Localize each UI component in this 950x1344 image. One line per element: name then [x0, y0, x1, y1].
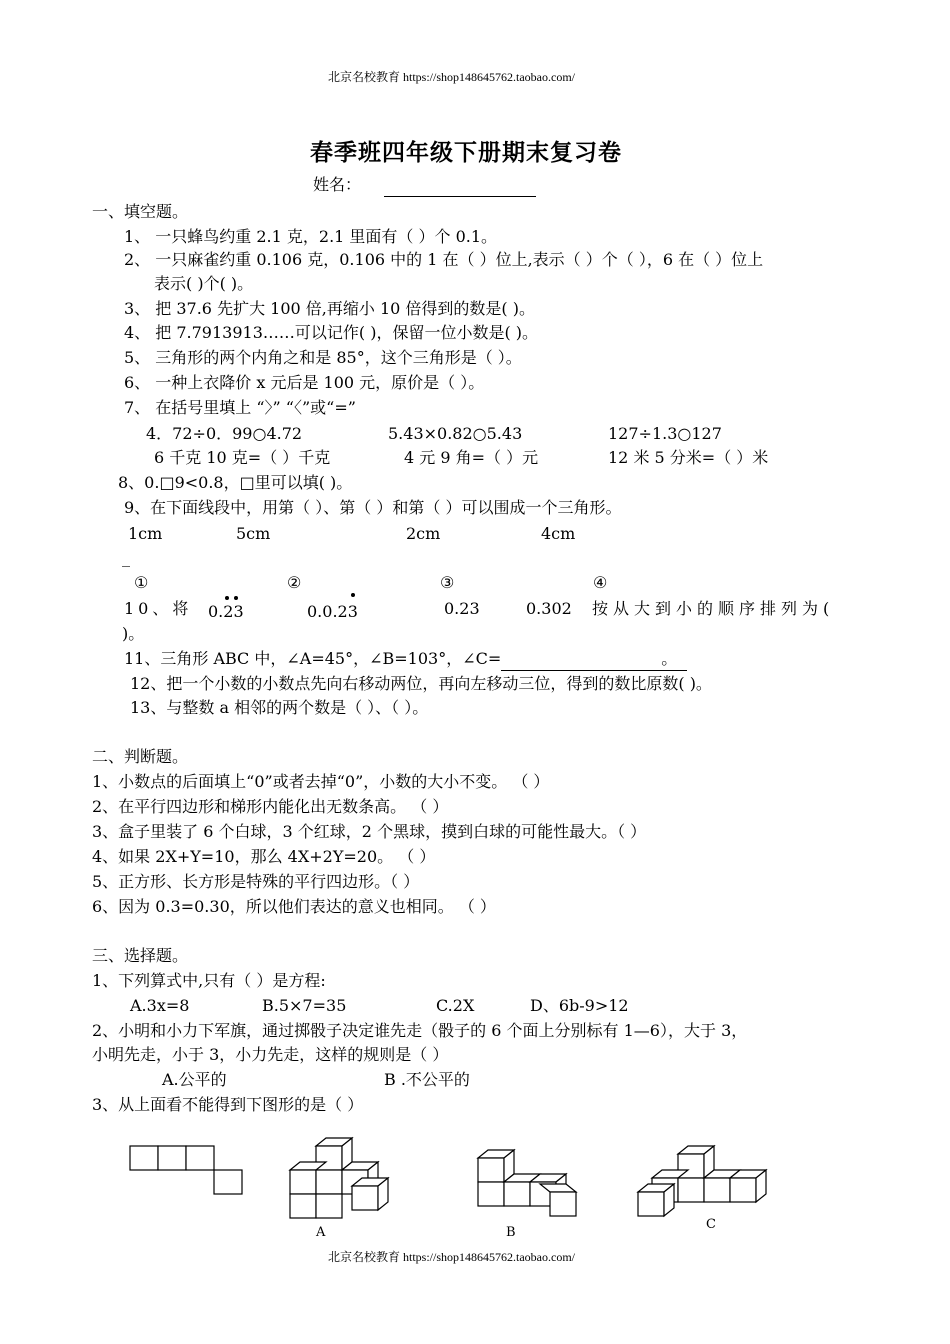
- q10-number-1: 0.23: [208, 602, 244, 621]
- q7-row2-item1: 6 千克 10 克=（ ）千克: [154, 448, 331, 467]
- q7-row2-item3: 12 米 5 分米=（ ）米: [608, 448, 769, 467]
- section2-heading: 二、判断题。: [92, 747, 189, 766]
- segment-length-4: 4cm: [541, 524, 576, 543]
- q10-suffix: 按从大到小的顺序排列为(: [592, 599, 835, 618]
- page-footer: 北京名校教育 https://shop148645762.taobao.com/: [328, 1250, 575, 1264]
- choice-q1-option-a: A.3x=8: [130, 996, 190, 1015]
- segment-label-3: ③: [440, 573, 455, 592]
- fill-q6: 6、 一种上衣降价 x 元后是 100 元，原价是（ ）。: [124, 373, 485, 392]
- segment-label-1: ①: [134, 573, 149, 592]
- segment-length-1: 1cm: [128, 524, 163, 543]
- judge-q2: 2、在平行四边形和梯形内能化出无数条高。 （ ）: [92, 797, 449, 816]
- figure-a: [290, 1138, 388, 1218]
- choice-q1-option-d: D、6b-9>12: [530, 996, 629, 1015]
- q7-row1-item3: 127÷1.3○127: [608, 424, 722, 443]
- q11-text: 11、三角形 ABC 中，∠A=45°，∠B=103°，∠C=: [124, 649, 502, 668]
- judge-q6: 6、因为 0.3=0.30，所以他们表达的意义也相同。 （ ）: [92, 897, 496, 916]
- fill-q11: [124, 648, 687, 671]
- figure-label-a: A: [316, 1225, 326, 1240]
- fill-q10-prefix: 10、将: [124, 599, 193, 618]
- repeating-dot: [234, 596, 238, 600]
- figure-b: [478, 1150, 576, 1216]
- name-label-text: 姓名：: [313, 175, 362, 194]
- fill-q8: 8、0.□9<0.8，□里可以填( )。: [118, 473, 353, 492]
- fill-q2-line1: 2、 一只麻雀约重 0.106 克，0.106 中的 1 在（ ）位上,表示（ ）个（ ），6 在（ ）位上: [124, 250, 764, 269]
- segment-length-2: 5cm: [236, 524, 271, 543]
- fill-q3: 3、 把 37.6 先扩大 100 倍,再缩小 10 倍得到的数是( )。: [124, 299, 535, 318]
- judge-q3: 3、盒子里装了 6 个白球，3 个红球，2 个黑球，摸到白球的可能性最大。（ ）: [92, 822, 647, 841]
- choice-q3: 3、从上面看不能得到下图形的是（ ）: [92, 1095, 364, 1114]
- fill-q12: 12、把一个小数的小数点先向右移动两位，再向左移动三位，得到的数比原数( )。: [130, 674, 712, 693]
- segment-label-2: ②: [287, 573, 302, 592]
- section3-heading: 三、选择题。: [92, 946, 189, 965]
- repeating-dot: [351, 593, 355, 597]
- q10-number-4: 0.302: [526, 599, 572, 618]
- q11-end: 。: [661, 648, 687, 671]
- choice-q2-option-a: A.公平的: [162, 1070, 227, 1089]
- q10-end: )。: [122, 624, 145, 643]
- q7-row1-item2: 5.43×0.82○5.43: [388, 424, 523, 443]
- choice-q2-line2: 小明先走，小于 3，小力先走，这样的规则是（ ）: [92, 1045, 449, 1064]
- choice-q2-line1: 2、小明和小力下军旗，通过掷骰子决定谁先走（骰子的 6 个面上分别标有 1—6），大于 3，: [92, 1021, 748, 1040]
- choice-q1-option-c: C.2X: [436, 996, 475, 1015]
- fill-q7: 7、 在括号里填上 “〉” “〈”或“=”: [124, 398, 356, 417]
- section1-heading: 一、填空题。: [92, 202, 189, 221]
- segment-label-4: ④: [593, 573, 608, 592]
- q11-blank: [501, 648, 661, 671]
- segment-length-3: 2cm: [406, 524, 441, 543]
- q10-number-2: 0.0.23: [307, 602, 358, 621]
- figure-label-b: B: [506, 1225, 516, 1240]
- repeating-dot: [225, 596, 229, 600]
- judge-q4: 4、如果 2X+Y=10，那么 4X+2Y=20。 （ ）: [92, 847, 436, 866]
- fill-q13: 13、与整数 a 相邻的两个数是（ ）、（ ）。: [130, 698, 429, 717]
- judge-q5: 5、正方形、长方形是特殊的平行四边形。（ ）: [92, 872, 420, 891]
- cube-figures: [120, 1130, 780, 1240]
- page-title: 春季班四年级下册期末复习卷: [310, 140, 622, 166]
- fill-q9: 9、在下面线段中，用第（ ）、第（ ）和第（ ）可以围成一个三角形。: [124, 498, 622, 517]
- choice-q1: 1、下列算式中,只有（ ）是方程:: [92, 971, 326, 990]
- fill-q4: 4、 把 7.7913913……可以记作( )，保留一位小数是( )。: [124, 323, 539, 342]
- choice-q2-option-b: B .不公平的: [384, 1070, 470, 1089]
- page-header: 北京名校教育 https://shop148645762.taobao.com/: [328, 70, 575, 84]
- q7-row2-item2: 4 元 9 角=（ ）元: [404, 448, 539, 467]
- q7-row1-item1: 4．72÷0．99○4.72: [146, 424, 303, 443]
- name-blank: [384, 174, 536, 197]
- segment-dash: _: [122, 548, 130, 567]
- fill-q2-line2: 表示( )个( )。: [154, 274, 254, 293]
- top-view-figure: [130, 1146, 242, 1194]
- choice-q1-option-b: B.5×7=35: [262, 996, 347, 1015]
- figure-c: [638, 1146, 766, 1216]
- figure-label-c: C: [706, 1217, 716, 1232]
- judge-q1: 1、小数点的后面填上“0”或者去掉“0”，小数的大小不变。 （ ）: [92, 772, 550, 791]
- fill-q1: 1、 一只蜂鸟约重 2.1 克，2.1 里面有（ ）个 0.1。: [124, 227, 498, 246]
- name-label: [313, 174, 536, 197]
- q10-number-3: 0.23: [444, 599, 480, 618]
- fill-q5: 5、 三角形的两个内角之和是 85°，这个三角形是（ ）。: [124, 348, 522, 367]
